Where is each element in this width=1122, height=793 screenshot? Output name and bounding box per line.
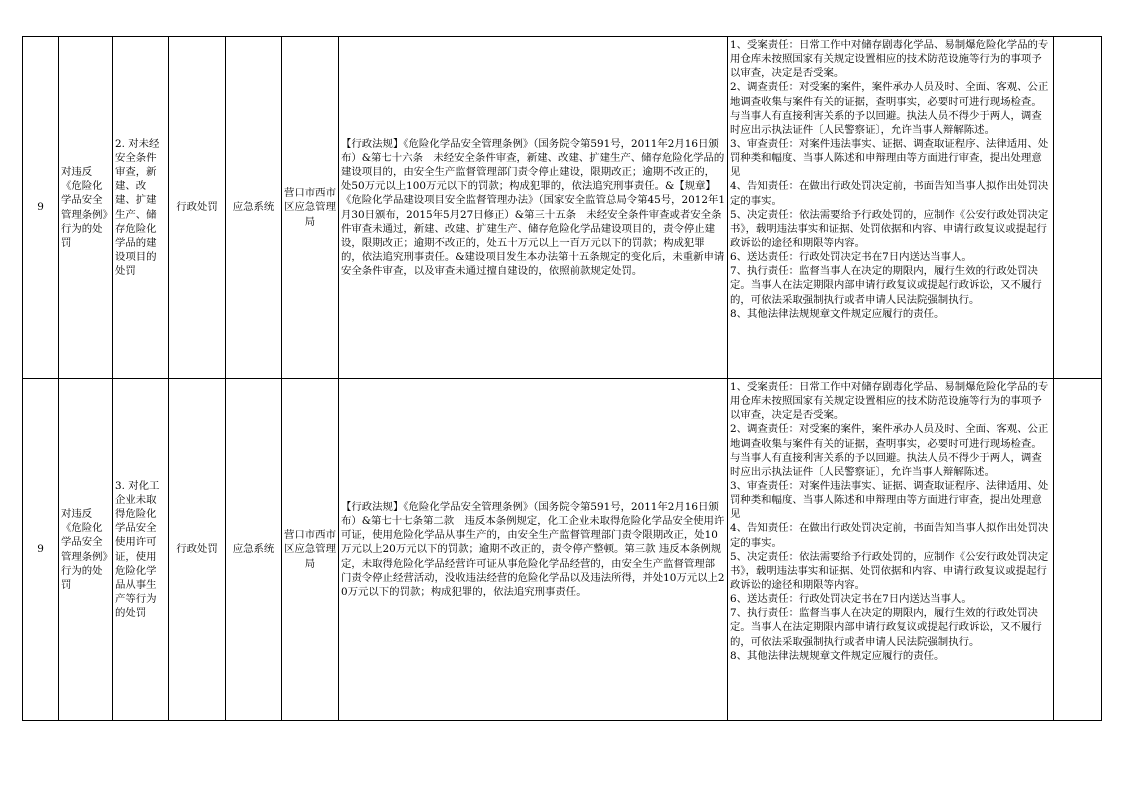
sub-item-name: 2. 对未经安全条件审查，新建、改建、扩建生产、储存危险化学品的建设项目的处罚	[113, 37, 169, 379]
responsibility-list	[728, 379, 1054, 721]
responsibility-item: 6、送达责任：行政处罚决定书在7日内送达当事人。	[730, 251, 972, 264]
responsibility-list	[728, 37, 1054, 379]
responsibility-item: 7、执行责任：监督当事人在决定的期限内，履行生效的行政处罚决定。当事人在法定期限内部申请行政复议或提起行政诉讼，又不履行的，可依法采取强制执行或者申请人民法院强制执行。	[730, 265, 1042, 306]
responsibility-item: 2、调查责任：对受案的案件，案件承办人员及时、全面、客观、公正地调查收集与案件有关的证据，查明事实，必要时可进行现场检查。与当事人有直接利害关系的予以回避。执法人员不得少于两人，调查时应出示执法证件〔人民警察证〕，允许当事人辩解陈述。	[730, 423, 1049, 478]
responsibility-item: 5、决定责任：依法需要给予行政处罚的，应制作《公安行政处罚决定书》，载明违法事实和证据、处罚依据和内容、申请行政复议或提起行政诉讼的途径和期限等内容。	[730, 208, 1049, 249]
row-number: 9	[23, 37, 59, 379]
implementing-agency: 营口市西市区应急管理局	[282, 379, 339, 721]
responsibility-item: 3、审查责任：对案件违法事实、证据、调查取证程序、法律适用、处罚种类和幅度、当事人陈述和申辩理由等方面进行审查，提出处理意见	[730, 479, 1049, 521]
responsibility-item: 4、告知责任：在做出行政处罚决定前，书面告知当事人拟作出处罚决定的事实。	[730, 180, 1049, 207]
power-type: 行政处罚	[169, 37, 226, 379]
legal-basis: 【行政法规】《危险化学品安全管理条例》（国务院令第591号，2011年2月16日颁布）&第七十六条 未经安全条件审查，新建、改建、扩建生产、储存危险化学品的建设项目的，由安全生产监督管理部门责令停止建设，限期改正；逾期不改正的，处50万元以上100万元以下的罚款；构成犯罪的，依法追究刑事责任。&【规章】《危险化学品建设项目安全监督管理办法》（国家安全监管总局令第45号，2012年1月30日颁布，2015年5月27日修正）&第三十五条 未经安全条件审查或者安全条件审查未通过，新建、改建、扩建生产、储存危险化学品建设项目的，责令停止建设，限期改正；逾期不改正的，处五十万元以上一百万元以下的罚款；构成犯罪的，依法追究刑事责任。&建设项目发生本办法第十五条规定的变化后，未重新申请安全条件审查，以及审查未通过擅自建设的，依照前款规定处罚。	[339, 37, 728, 379]
row-number: 9	[23, 379, 59, 721]
department-system: 应急系统	[226, 37, 282, 379]
item-name: 对违反《危险化学品安全管理条例》行为的处罚	[59, 37, 113, 379]
responsibility-item: 3、审查责任：对案件违法事实、证据、调查取证程序、法律适用、处罚种类和幅度、当事人陈述和申辩理由等方面进行审查，提出处理意见	[730, 137, 1049, 179]
remark-cell	[1054, 379, 1102, 721]
responsibility-item: 7、执行责任：监督当事人在决定的期限内，履行生效的行政处罚决定。当事人在法定期限内部申请行政复议或提起行政诉讼，又不履行的，可依法采取强制执行或者申请人民法院强制执行。	[730, 607, 1042, 648]
responsibility-item: 6、送达责任：行政处罚决定书在7日内送达当事人。	[730, 593, 972, 606]
table-row	[23, 379, 1102, 721]
remark-cell	[1054, 37, 1102, 379]
responsibility-item: 4、告知责任：在做出行政处罚决定前，书面告知当事人拟作出处罚决定的事实。	[730, 522, 1049, 549]
responsibility-item: 8、其他法律法规规章文件规定应履行的责任。	[730, 649, 945, 662]
item-name: 对违反《危险化学品安全管理条例》行为的处罚	[59, 379, 113, 721]
legal-basis: 【行政法规】《危险化学品安全管理条例》（国务院令第591号，2011年2月16日颁布）&第七十七条第二款 违反本条例规定，化工企业未取得危险化学品安全使用许可证，使用危险化学品从事生产的，由安全生产监督管理部门责令限期改正，处10万元以上20万元以下的罚款；逾期不改正的，责令停产整顿。第三款 违反本条例规定，未取得危险化学品经营许可证从事危险化学品经营的，由安全生产监督管理部门责令停止经营活动，没收违法经营的危险化学品以及违法所得，并处10万元以上20万元以下的罚款；构成犯罪的，依法追究刑事责任。	[339, 379, 728, 721]
department-system: 应急系统	[226, 379, 282, 721]
responsibility-item: 5、决定责任：依法需要给予行政处罚的，应制作《公安行政处罚决定书》，载明违法事实和证据、处罚依据和内容、申请行政复议或提起行政诉讼的途径和期限等内容。	[730, 550, 1049, 591]
sub-item-name: 3. 对化工企业未取得危险化学品安全使用许可证，使用危险化学品从事生产等行为的处罚	[113, 379, 169, 721]
table-row	[23, 37, 1102, 379]
responsibility-item: 1、受案责任：日常工作中对储存剧毒化学品、易制爆危险化学品的专用仓库未按照国家有关规定设置相应的技术防范设施等行为的事项予以审查，决定是否受案。	[730, 381, 1049, 422]
implementing-agency: 营口市西市区应急管理局	[282, 37, 339, 379]
responsibility-item: 1、受案责任：日常工作中对储存剧毒化学品、易制爆危险化学品的专用仓库未按照国家有关规定设置相应的技术防范设施等行为的事项予以审查，决定是否受案。	[730, 39, 1049, 80]
responsibility-item: 2、调查责任：对受案的案件，案件承办人员及时、全面、客观、公正地调查收集与案件有关的证据，查明事实，必要时可进行现场检查。与当事人有直接利害关系的予以回避。执法人员不得少于两人，调查时应出示执法证件〔人民警察证〕，允许当事人辩解陈述。	[730, 81, 1049, 136]
power-type: 行政处罚	[169, 379, 226, 721]
power-list-table	[22, 36, 1102, 721]
responsibility-item: 8、其他法律法规规章文件规定应履行的责任。	[730, 307, 945, 320]
